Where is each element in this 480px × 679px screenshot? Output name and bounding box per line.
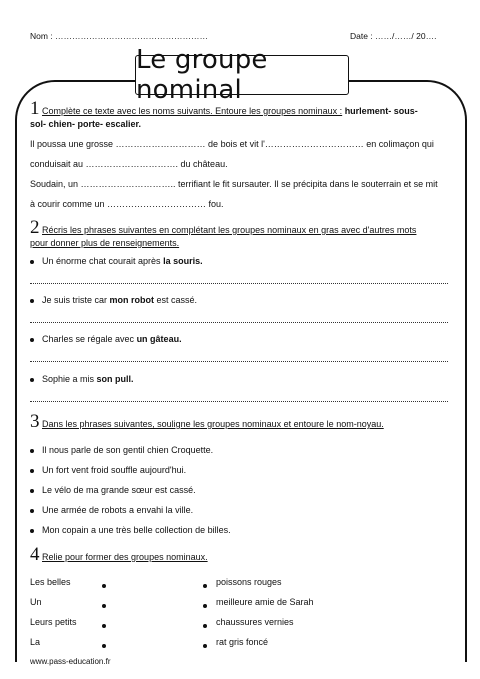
date-field-label: Date : ……/……/ 20…. (350, 31, 437, 41)
answer-line[interactable] (30, 283, 448, 284)
match-dot[interactable] (102, 604, 106, 608)
exercise-1-line: Il poussa une grosse ………………………… de bois et vit l'…………………………… en colimaçon qui (30, 139, 434, 149)
title-box (135, 45, 349, 105)
exercise-2-instructions: 2 Récris les phrases suivantes en complétant les groupes nominaux en gras avec d'autres mots (30, 217, 417, 238)
match-dot[interactable] (102, 624, 106, 628)
match-dot[interactable] (102, 644, 106, 648)
match-left-item: Un (30, 597, 42, 607)
match-left-item: Les belles (30, 577, 71, 587)
exercise-2 (30, 218, 450, 249)
match-right-item: poissons rouges (216, 577, 282, 587)
list-item: Sophie a mis son pull. (30, 373, 134, 385)
list-item: Je suis triste car mon robot est cassé. (30, 294, 197, 306)
match-left-item: Leurs petits (30, 617, 77, 627)
match-dot[interactable] (203, 584, 207, 588)
answer-line[interactable] (30, 401, 448, 402)
answer-line[interactable] (30, 322, 448, 323)
match-right-column (216, 576, 314, 656)
footer-url: www.pass-education.fr (30, 657, 111, 666)
list-item: Charles se régale avec un gâteau. (30, 333, 182, 345)
match-right-item: meilleure amie de Sarah (216, 597, 314, 607)
exercise-4-instructions: 4 Relie pour former des groupes nominaux. (30, 544, 208, 565)
exercise-number: 2 (30, 217, 40, 238)
exercise-3-instructions: 3 Dans les phrases suivantes, souligne les groupes nominaux et entoure le nom-noyau. (30, 411, 384, 432)
list-item: Une armée de robots a envahi la ville. (30, 504, 450, 516)
exercise-2-instructions-cont: pour donner plus de renseignements. (30, 238, 180, 248)
match-right-item: rat gris foncé (216, 637, 269, 647)
match-dot[interactable] (203, 644, 207, 648)
list-item: Un énorme chat courait après la souris. (30, 255, 203, 267)
exercise-1 (30, 99, 450, 210)
match-dot[interactable] (203, 604, 207, 608)
match-left-item: La (30, 637, 41, 647)
exercise-number: 1 (30, 98, 40, 119)
list-item: Un fort vent froid souffle aujourd'hui. (30, 464, 450, 476)
match-right-item: chaussures vernies (216, 617, 294, 627)
match-left-dots (102, 580, 106, 660)
exercise-1-line: Soudain, un ………………………….. terrifiant le fit sursauter. Il se précipita dans le souterrain et se mit (30, 179, 438, 189)
list-item: Mon copain a une très belle collection de billes. (30, 524, 450, 536)
answer-line[interactable] (30, 361, 448, 362)
exercise-number: 4 (30, 544, 40, 565)
match-dot[interactable] (203, 624, 207, 628)
exercise-1-word-list: sol- chien- porte- escalier. (30, 119, 142, 129)
match-left-column (30, 576, 77, 656)
list-item: Le vélo de ma grande sœur est cassé. (30, 484, 450, 496)
exercise-1-line: à courir comme un …………………………… fou. (30, 199, 224, 209)
match-dot[interactable] (102, 584, 106, 588)
exercise-1-line: conduisait au …………………………. du château. (30, 159, 228, 169)
exercise-1-instructions: 1 Complète ce texte avec les noms suivants. Entoure les groupes nominaux : hurlement- sous- (30, 98, 418, 119)
list-item: Il nous parle de son gentil chien Croquette. (30, 444, 450, 456)
name-field-label: Nom : ……………………………………………… (30, 31, 209, 41)
page-title: Le groupe nominal (136, 45, 268, 105)
exercise-number: 3 (30, 411, 40, 432)
exercise-3-list (30, 444, 450, 536)
match-right-dots (203, 580, 207, 660)
